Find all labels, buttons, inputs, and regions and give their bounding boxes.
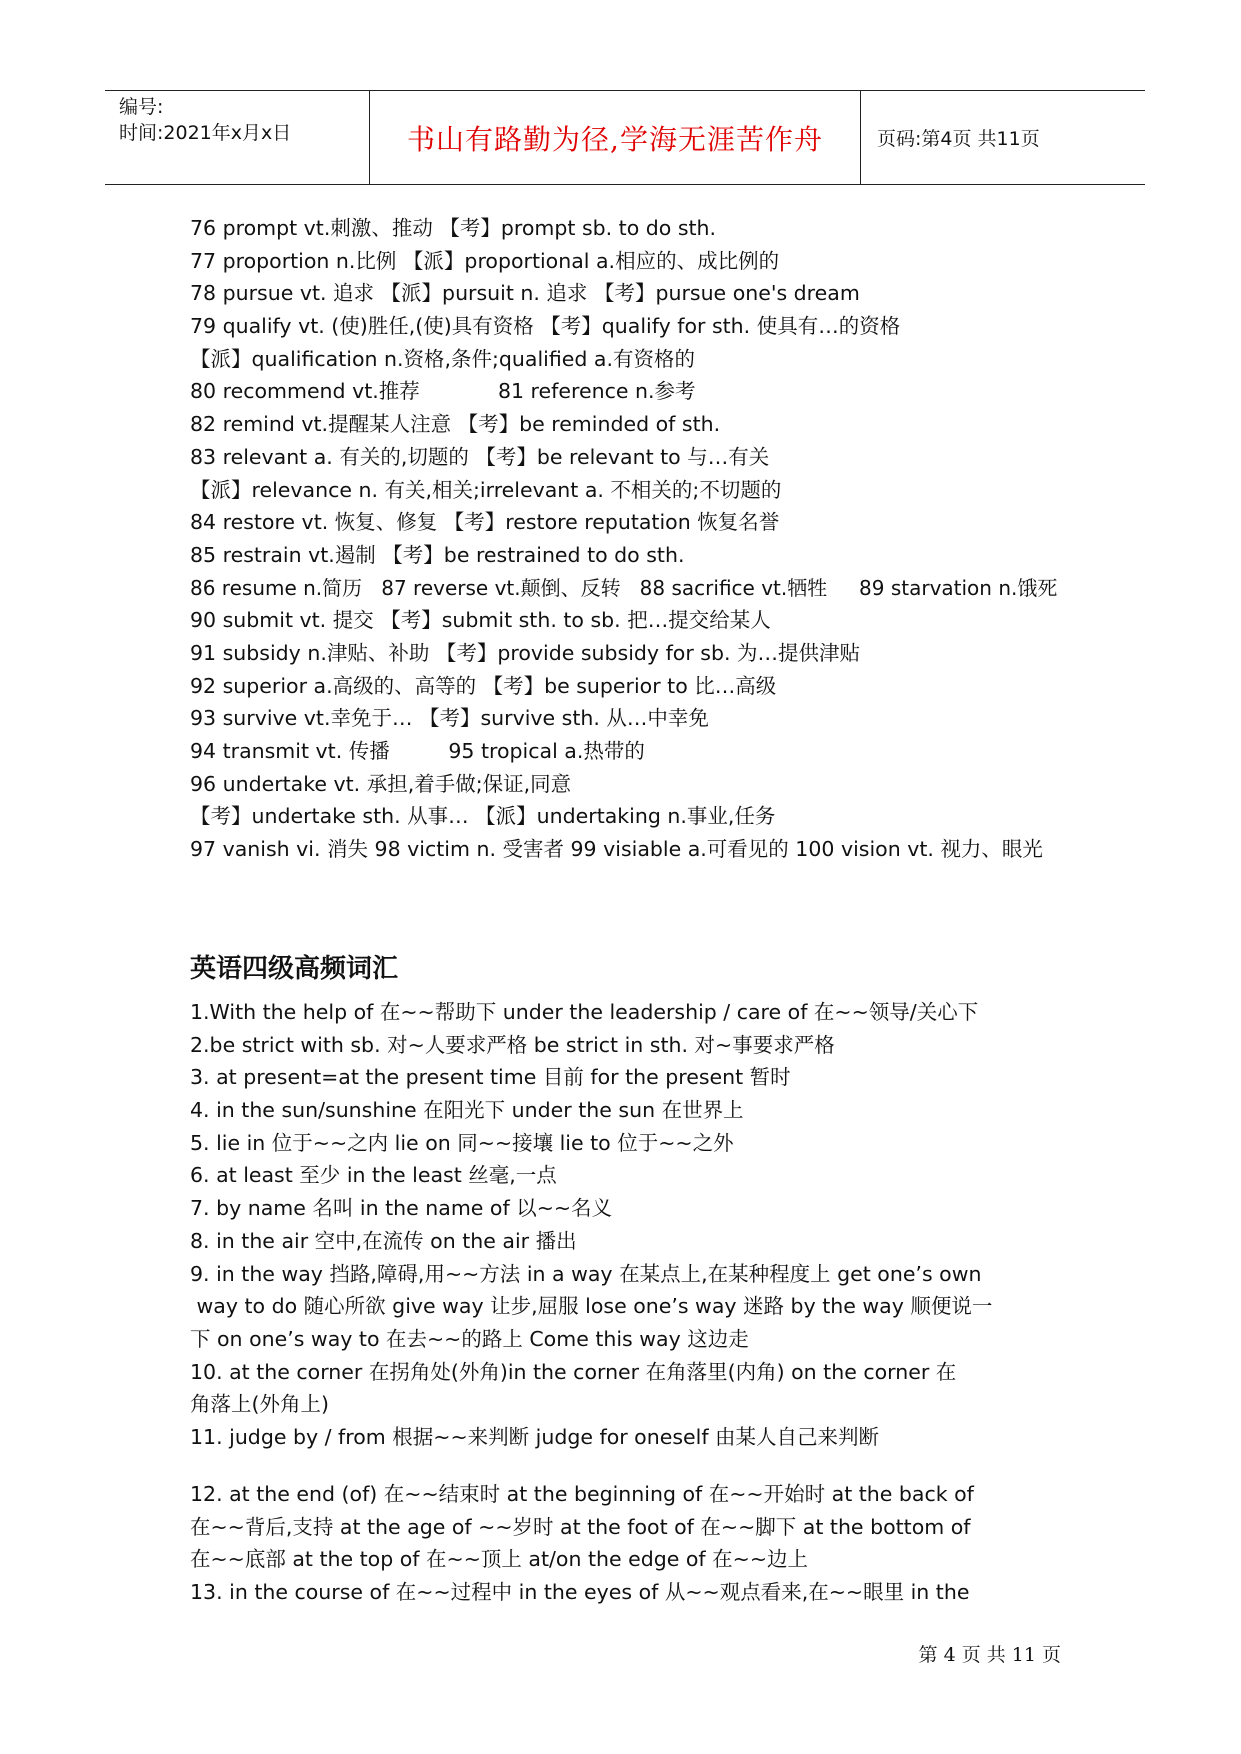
header-page-label: 页码:第4页 共11页 (877, 128, 1040, 150)
section-title: 英语四级高频词汇 (190, 954, 399, 984)
phrase-line: 13. in the course of 在~~过程中 in the eyes of 从~~观点看来,在~~眼里 in the (190, 1580, 970, 1605)
header-meta (105, 91, 369, 184)
vocab-line: 【派】relevance n. 有关,相关;irrelevant a. 不相关的;不切题的 (190, 477, 782, 502)
vocab-line: 85 restrain vt.遏制 【考】be restrained to do sth. (190, 542, 685, 567)
vocab-line: 【派】qualification n.资格,条件;qualified a.有资格的 (190, 346, 696, 371)
phrase-line: 角落上(外角上) (190, 1392, 329, 1417)
phrase-line: 5. lie in 位于~~之内 lie on 同~~接壤 lie to 位于~~之外 (190, 1130, 734, 1155)
vocab-line: 76 prompt vt.刺激、推动 【考】prompt sb. to do sth. (190, 216, 717, 240)
page-footer: 第 4 页 共 11 页 (918, 1644, 1061, 1666)
phrase-line: 3. at present=at the present time 目前 for the present 暂时 (190, 1065, 791, 1090)
vocab-line: 84 restore vt. 恢复、修复 【考】restore reputation 恢复名誉 (190, 510, 780, 535)
vocab-line: 83 relevant a. 有关的,切题的 【考】be relevant to 与…有关 (190, 444, 770, 469)
vocab-line: 78 pursue vt. 追求 【派】pursuit n. 追求 【考】pursue one's dream (190, 281, 860, 306)
phrase-line: 6. at least 至少 in the least 丝毫,一点 (190, 1163, 557, 1188)
phrase-line: 12. at the end (of) 在~~结束时 at the beginning of 在~~开始时 at the back of (190, 1482, 974, 1506)
header-motto-cell (369, 91, 861, 184)
vocab-line: 80 recommend vt.推荐 81 reference n.参考 (190, 379, 696, 404)
phrase-line: 下 on one’s way to 在去~~的路上 Come this way 这边走 (190, 1326, 749, 1351)
vocab-line: 82 remind vt.提醒某人注意 【考】be reminded of sth. (190, 412, 721, 437)
vocab-line: 79 qualify vt. (使)胜任,(使)具有资格 【考】qualify for sth. 使具有…的资格 (190, 314, 901, 339)
vocab-line: 94 transmit vt. 传播 95 tropical a.热带的 (190, 739, 645, 763)
phrase-line: 在~~背后,支持 at the age of ~~岁时 at the foot of 在~~脚下 at the bottom of (190, 1514, 971, 1539)
vocab-line: 97 vanish vi. 消失 98 victim n. 受害者 99 visiable a.可看见的 100 vision vt. 视力、眼光 (190, 837, 1043, 862)
vocab-line: 96 undertake vt. 承担,着手做;保证,同意 (190, 771, 572, 796)
vocab-line: 90 submit vt. 提交 【考】submit sth. to sb. 把…提交给某人 (190, 608, 771, 633)
phrase-line: 9. in the way 挡路,障碍,用~~方法 in a way 在某点上,在某种程度上 get one’s own (190, 1261, 982, 1286)
phrase-line: 2.be strict with sb. 对~人要求严格 be strict in sth. 对~事要求严格 (190, 1032, 835, 1057)
phrase-line: 在~~底部 at the top of 在~~顶上 at/on the edge of 在~~边上 (190, 1547, 809, 1572)
phrase-line: way to do 随心所欲 give way 让步,屈服 lose one’s way 迷路 by the way 顺便说一 (190, 1294, 993, 1319)
vocab-line: 93 survive vt.幸免于… 【考】survive sth. 从…中幸免 (190, 706, 709, 731)
phrase-line: 10. at the corner 在拐角处(外角)in the corner 在角落里(内角) on the corner 在 (190, 1359, 957, 1384)
phrase-list (190, 996, 1065, 1454)
vocab-line: 【考】undertake sth. 从事… 【派】undertaking n.事业,任务 (190, 804, 776, 829)
vocab-line: 91 subsidy n.津贴、补助 【考】provide subsidy for sb. 为…提供津贴 (190, 640, 861, 665)
phrase-line: 8. in the air 空中,在流传 on the air 播出 (190, 1228, 577, 1253)
header-motto: 书山有路勤为径,学海无涯苦作舟 (407, 122, 823, 156)
vocab-list (190, 212, 1065, 866)
header-time-label: 时间:2021年x月x日 (119, 122, 292, 144)
page-header (105, 90, 1145, 185)
phrase-line: 11. judge by / from 根据~~来判断 judge for oneself 由某人自己来判断 (190, 1424, 880, 1449)
phrase-list-continued (190, 1478, 1065, 1609)
vocab-line: 77 proportion n.比例 【派】proportional a.相应的、成比例的 (190, 248, 780, 273)
phrase-line: 4. in the sun/sunshine 在阳光下 under the sun 在世界上 (190, 1098, 744, 1123)
vocab-line: 92 superior a.高级的、高等的 【考】be superior to 比…高级 (190, 673, 777, 698)
phrase-line: 7. by name 名叫 in the name of 以~~名义 (190, 1196, 613, 1221)
phrase-line: 1.With the help of 在~~帮助下 under the leadership / care of 在~~领导/关心下 (190, 1000, 979, 1024)
header-page-cell (861, 91, 1145, 184)
vocab-line: 86 resume n.简历 87 reverse vt.颠倒、反转 88 sacrifice vt.牺牲 89 starvation n.饿死 (190, 575, 1058, 600)
header-number-label: 编号: (119, 96, 164, 118)
